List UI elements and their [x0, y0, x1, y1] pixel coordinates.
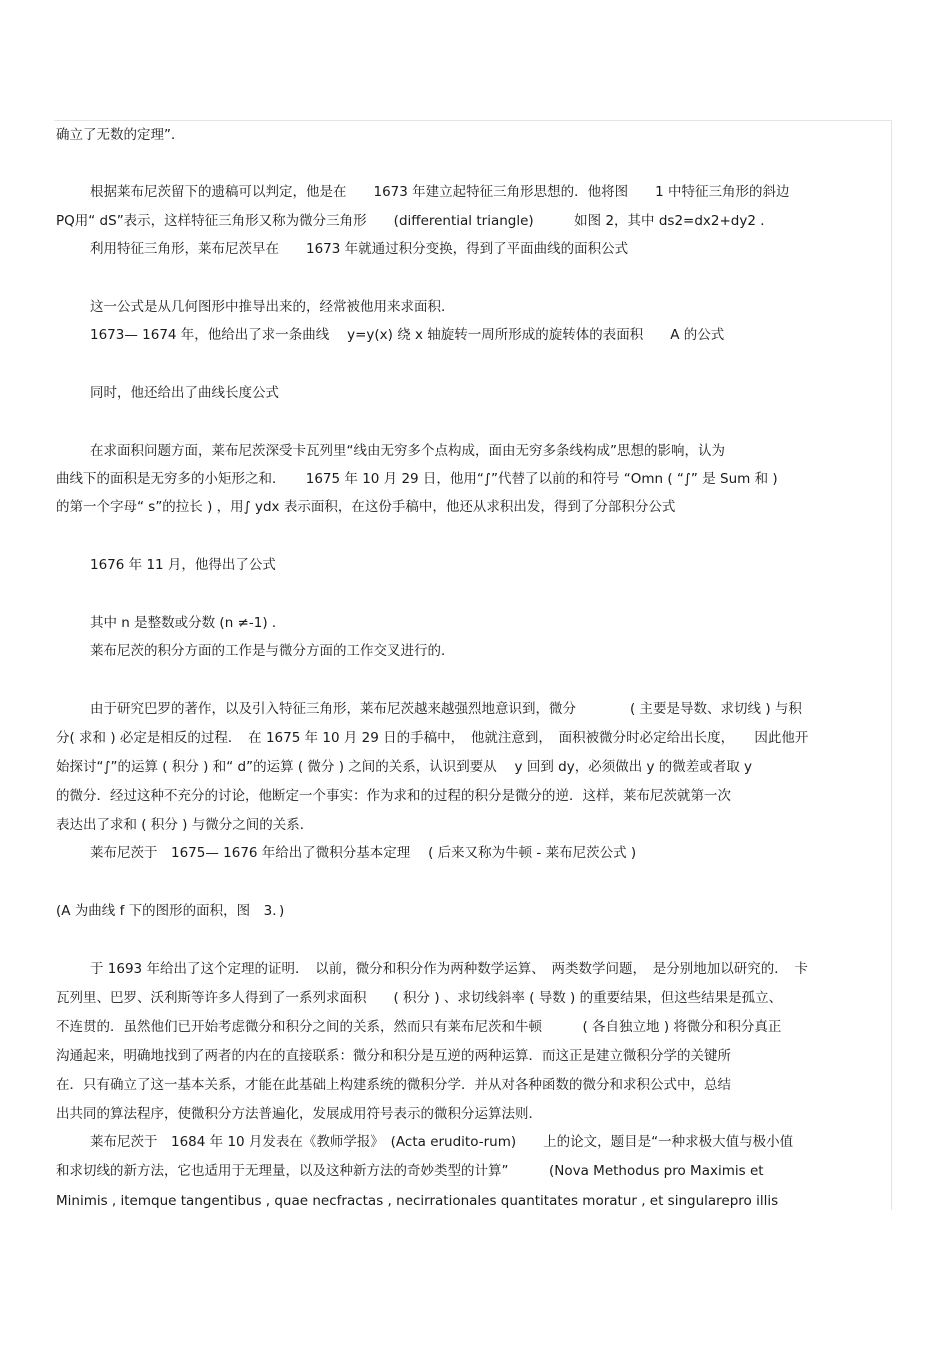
text-line: 始探讨“∫”的运算 ( 积分 ) 和“ d”的运算 ( 微分 ) 之间的关系，认识到要从 y 回到 dy，必须做出 y 的微差或者取 y — [56, 759, 753, 775]
text-line: 沟通起来，明确地找到了两者的内在的直接联系：微分和积分是互逆的两种运算．而这正是建立微积分学的关键所 — [56, 1048, 731, 1064]
text-line: 其中 n 是整数或分数 (n ≠-1) ． — [90, 615, 286, 631]
text-line: 莱布尼茨于 1675— 1676 年给出了微积分基本定理 ( 后来又称为牛顿 - 莱布尼茨公式 ) — [90, 845, 637, 861]
text-line: Minimis , itemque tangentibus , quae necfractas , necirrationales quantitates moratur , et singularepro illis — [56, 1193, 779, 1209]
text-line: 和求切线的新方法，它也适用于无理量，以及这种新方法的奇妙类型的计算” (Nova Methodus pro Maximis et — [56, 1163, 764, 1179]
text-line: 1676 年 11 月，他得出了公式 — [90, 557, 276, 573]
text-line: 的微分．经过这种不充分的讨论，他断定一个事实：作为求和的过程的积分是微分的逆．这样，莱布尼茨就第一次 — [56, 788, 731, 804]
text-line: 瓦列里、巴罗、沃利斯等许多人得到了一系列求面积 ( 积分 ) 、求切线斜率 ( 导数 ) 的重要结果，但这些结果是孤立、 — [56, 990, 783, 1006]
text-line: 这一公式是从几何图形中推导出来的，经常被他用来求面积． — [90, 299, 455, 315]
text-line: 1673— 1674 年，他给出了求一条曲线 y=y(x) 绕 x 轴旋转一周所形成的旋转体的表面积 A 的公式 — [90, 327, 725, 343]
text-line: (A 为曲线 f 下的图形的面积，图 3．) — [56, 903, 285, 919]
text-line: 由于研究巴罗的著作，以及引入特征三角形，莱布尼茨越来越强烈地意识到，微分 ( 主要是导数、求切线 ) 与积 — [90, 701, 802, 717]
text-line: 利用特征三角形，莱布尼茨早在 1673 年就通过积分变换，得到了平面曲线的面积公式 — [90, 241, 629, 257]
text-line: 莱布尼茨于 1684 年 10 月发表在《教师学报》 (Acta erudito-rum) 上的论文，题目是“一种求极大值与极小值 — [90, 1134, 794, 1150]
text-line: 确立了无数的定理”． — [56, 127, 185, 143]
text-line: 于 1693 年给出了这个定理的证明． 以前，微分和积分作为两种数学运算、 两类数学问题， 是分别地加以研究的． 卡 — [90, 961, 808, 977]
text-line: 同时，他还给出了曲线长度公式 — [90, 385, 279, 401]
text-line: 分( 求和 ) 必定是相反的过程． 在 1675 年 10 月 29 日的手稿中， 他就注意到， 面积被微分时必定给出长度， 因此他开 — [56, 730, 809, 746]
text-line: 曲线下的面积是无穷多的小矩形之和． 1675 年 10 月 29 日，他用“∫”代替了以前的和符号 “Omn ( “∫” 是 Sum 和 ) — [56, 471, 778, 487]
text-line: PQ用“ dS”表示，这样特征三角形又称为微分三角形 (differential triangle) 如图 2，其中 ds2=dx2+dy2 ． — [56, 213, 774, 229]
text-line: 不连贯的．虽然他们已开始考虑微分和积分之间的关系，然而只有莱布尼茨和牛顿 ( 各自独立地 ) 将微分和积分真正 — [56, 1019, 782, 1035]
text-line: 莱布尼茨的积分方面的工作是与微分方面的工作交叉进行的． — [90, 643, 455, 659]
text-line: 表达出了求和 ( 积分 ) 与微分之间的关系． — [56, 817, 314, 833]
text-line: 在求面积问题方面，莱布尼茨深受卡瓦列里“线由无穷多个点构成，面由无穷多条线构成”思想的影响，认为 — [90, 443, 725, 459]
text-line: 出共同的算法程序，使微积分方法普遍化，发展成用符号表示的微积分运算法则． — [56, 1106, 542, 1122]
text-line: 的第一个字母“ s”的拉长 ) ，用∫ ydx 表示面积，在这份手稿中，他还从求积出发，得到了分部积分公式 — [56, 499, 676, 515]
text-line: 根据莱布尼茨留下的遗稿可以判定，他是在 1673 年建立起特征三角形思想的．他将图 1 中特征三角形的斜边 — [90, 184, 790, 200]
text-line: 在．只有确立了这一基本关系，才能在此基础上构建系统的微积分学．并从对各种函数的微分和求积公式中，总结 — [56, 1077, 731, 1093]
